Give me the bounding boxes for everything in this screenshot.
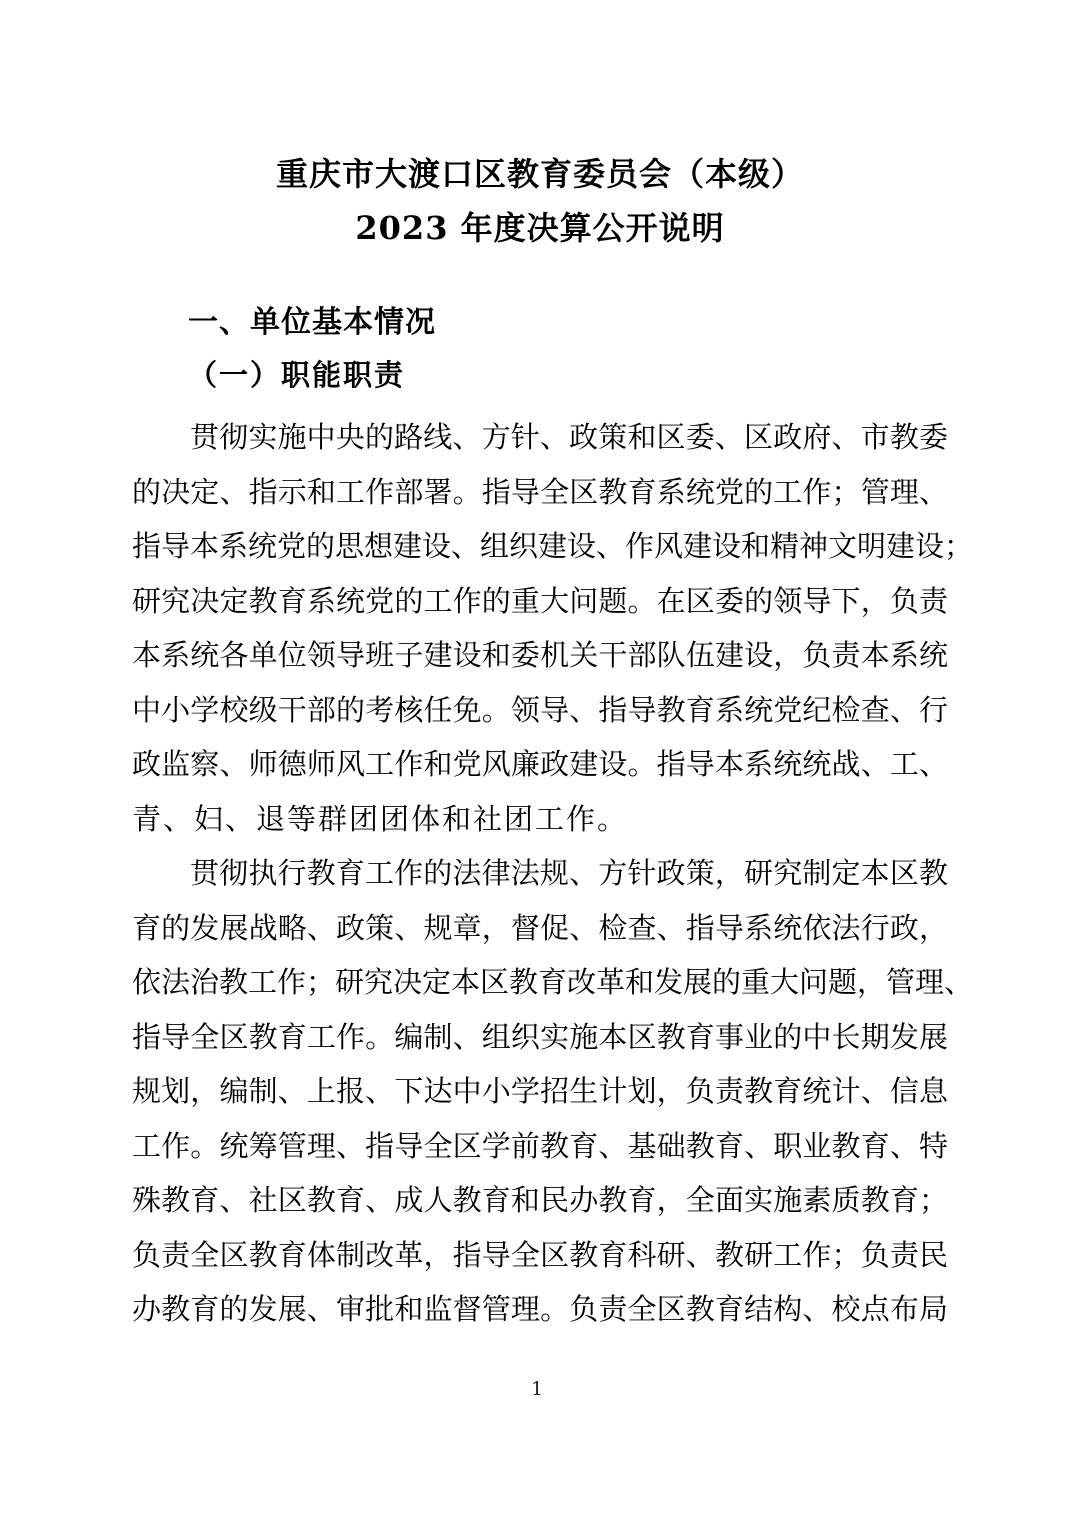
paragraph-2-line: 依法治教工作；研究决定本区教育改革和发展的重大问题，管理、 [132,965,974,999]
paragraph-2-line: 指导全区教育工作。编制、组织实施本区教育事业的中长期发展 [132,1019,948,1054]
document-title-line2: 2023 年度决算公开说明 [355,209,725,247]
document-content [132,0,974,1337]
section-heading-unit-basic-info: 一、单位基本情况 [188,305,436,340]
paragraph-1-line: 指导本系统党的思想建设、组织建设、作风建设和精神文明建设； [132,529,974,563]
subsection-heading-functions-duties: （一）职能职责 [188,358,406,392]
paragraph-2-line: 工作。统筹管理、指导全区学前教育、基础教育、职业教育、特 [132,1128,948,1163]
paragraph-2-line: 负责全区教育体制改革，指导全区教育科研、教研工作；负责民 [132,1237,948,1272]
paragraph-1-line: 的决定、指示和工作部署。指导全区教育系统党的工作；管理、 [132,474,948,509]
paragraph-1 [132,410,974,846]
paragraph-1-line: 中小学校级干部的考核任免。领导、指导教育系统党纪检查、行 [132,692,948,727]
document-title-line1: 重庆市大渡口区教育委员会（本级） [275,155,804,193]
paragraph-2-line: 规划，编制、上报、下达中小学招生计划，负责教育统计、信息 [132,1074,948,1108]
paragraph-1-line: 本系统各单位领导班子建设和委机关干部队伍建设，负责本系统 [132,638,948,672]
paragraph-1-line: 研究决定教育系统党的工作的重大问题。在区委的领导下，负责 [132,583,948,618]
paragraph-2-line: 育的发展战略、政策、规章，督促、检查、指导系统依法行政， [132,910,948,945]
paragraph-2-line: 贯彻执行教育工作的法律法规、方针政策，研究制定本区教 [190,856,948,890]
page-number: 1 [530,1378,544,1400]
paragraph-2-line: 办教育的发展、审批和监督管理。负责全区教育结构、校点布局 [132,1292,948,1326]
paragraph-1-line: 政监察、师德师风工作和党风廉政建设。指导本系统统战、工、 [132,747,948,781]
paragraph-2-line: 殊教育、社区教育、成人教育和民办教育，全面实施素质教育； [132,1183,948,1217]
paragraph-2 [132,846,974,1337]
paragraph-1-line: 青、妇、退等群团团体和社团工作。 [132,801,629,836]
paragraph-1-line: 贯彻实施中央的路线、方针、政策和区委、区政府、市教委 [190,420,948,454]
